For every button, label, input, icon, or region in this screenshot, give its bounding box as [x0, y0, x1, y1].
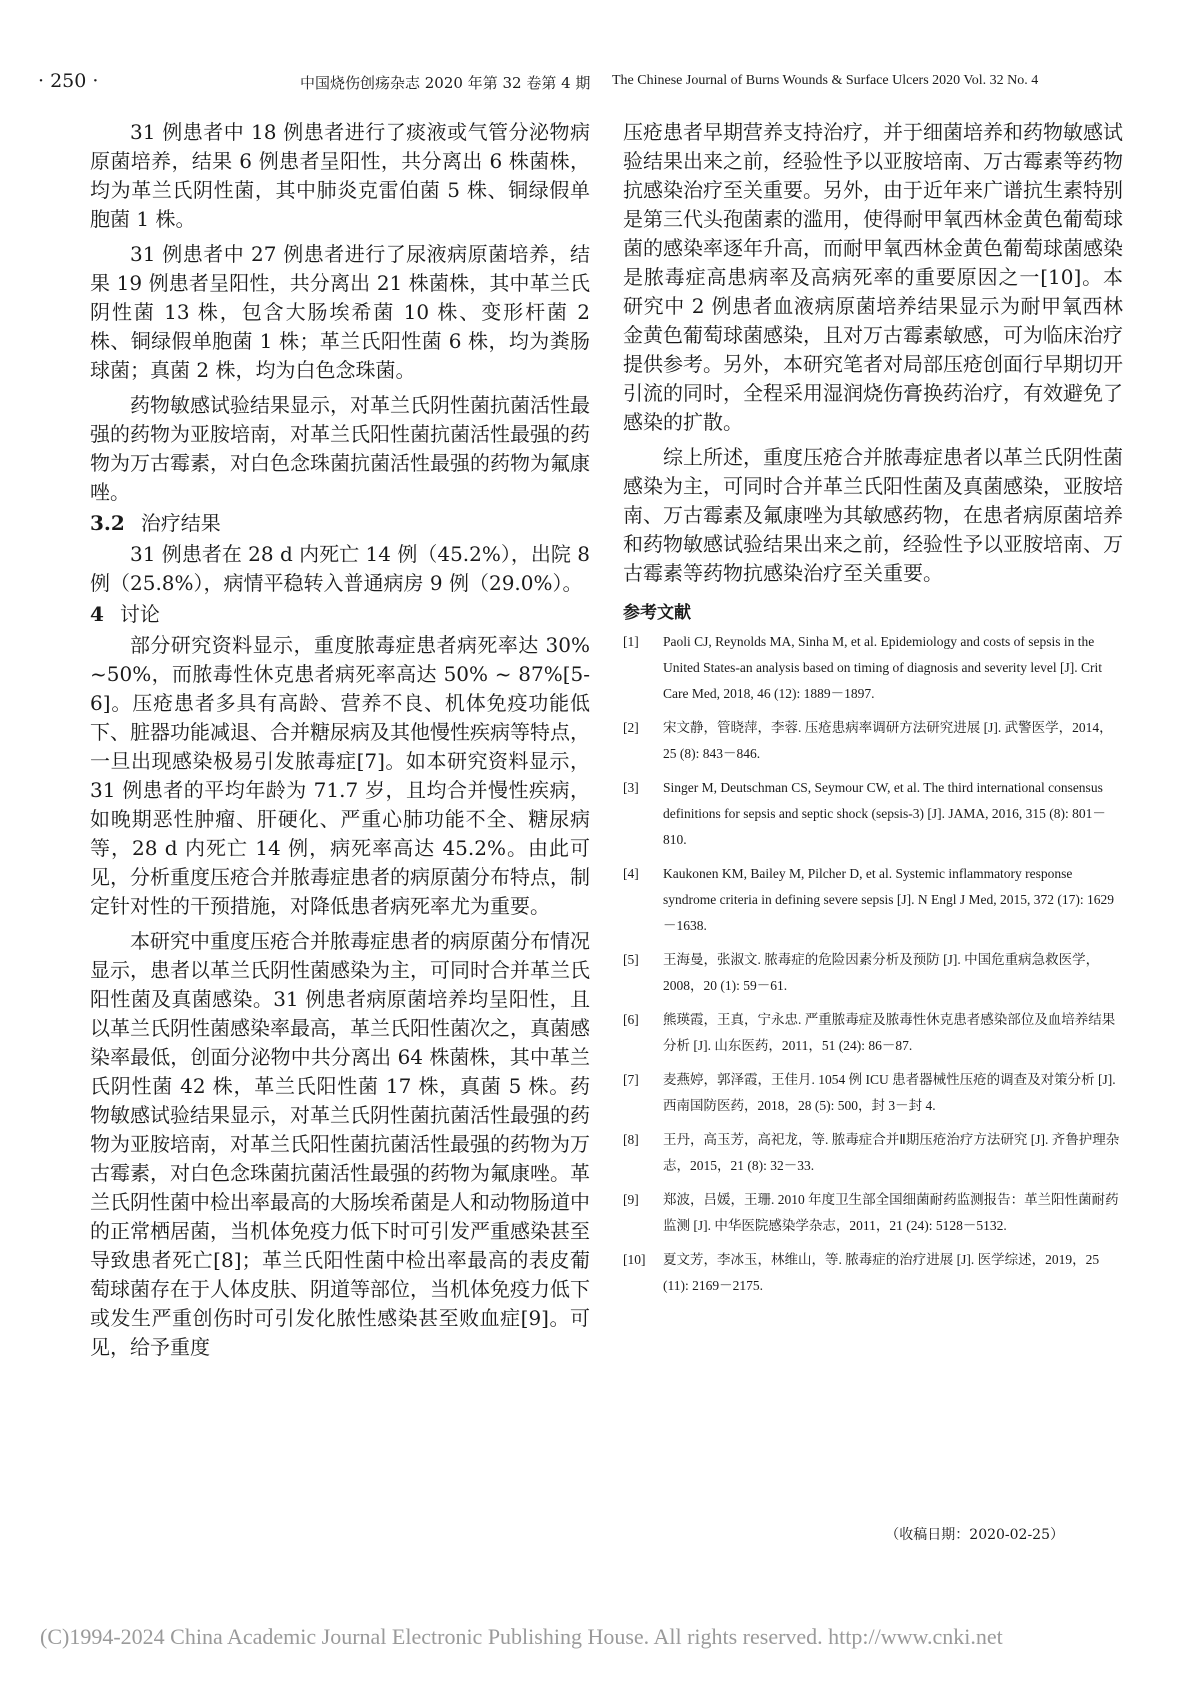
reference-text: 宋文静，管晓萍，李蓉. 压疮患病率调研方法研究进展 [J]. 武警医学，2014，25 (8): 843－846.	[663, 720, 1113, 761]
page-header	[0, 70, 1199, 96]
left-column	[90, 118, 590, 1362]
section-heading-4	[90, 600, 590, 629]
section-number: 4	[90, 602, 104, 626]
reference-number: [10]	[623, 1252, 646, 1267]
reference-item	[623, 861, 1123, 939]
copyright-footer: (C)1994-2024 China Academic Journal Electronic Publishing House. All rights reserved. http://www.cnki.net	[40, 1624, 1003, 1649]
reference-number: [2]	[623, 720, 639, 735]
reference-item	[623, 947, 1123, 999]
right-column	[623, 118, 1123, 1307]
reference-text: Kaukonen KM, Bailey M, Pilcher D, et al. Systemic inflammatory response syndrome criteria in defining severe sepsis [J]. N Engl J Med, 2015, 372 (17): 1629－1638.	[663, 866, 1115, 933]
paragraph: 部分研究资料显示，重度脓毒症患者病死率达 30% ~50%，而脓毒性休克患者病死率高达 50% ~ 87%[5-6]。压疮患者多具有高龄、营养不良、机体免疫功能低下、脏器功能减退、合并糖尿病及其他慢性疾病等特点，一旦出现感染极易引发脓毒症[7]。如本研究资料显示，31 例患者的平均年龄为 71.7 岁，且均合并慢性疾病，如晚期恶性肿瘤、肝硬化、严重心肺功能不全、糖尿病等，28 d 内死亡 14 例，病死率高达 45.2%。由此可见，分析重度压疮合并脓毒症患者的病原菌分布特点，制定针对性的干预措施，对降低患者病死率尤为重要。	[90, 633, 590, 918]
reference-number: [9]	[623, 1192, 639, 1207]
section-title: 讨论	[119, 602, 160, 626]
reference-text: 夏文芳，李冰玉，林维山，等. 脓毒症的治疗进展 [J]. 医学综述，2019，25 (11): 2169－2175.	[663, 1252, 1100, 1293]
reference-item	[623, 1067, 1123, 1119]
section-number: 3.2	[90, 511, 125, 535]
reference-number: [5]	[623, 952, 639, 967]
reference-number: [1]	[623, 634, 639, 649]
paragraph: 31 例患者中 27 例患者进行了尿液病原菌培养，结果 19 例患者呈阳性，共分离出 21 株菌株，其中革兰氏阴性菌 13 株，包含大肠埃希菌 10 株、变形杆菌 2 株、铜绿假单胞菌 1 株；革兰氏阳性菌 6 株，均为粪肠球菌；真菌 2 株，均为白色念珠菌。	[90, 242, 590, 382]
reference-item	[623, 715, 1123, 767]
journal-title-en: The Chinese Journal of Burns Wounds & Surface Ulcers 2020 Vol. 32 No. 4	[612, 73, 1039, 88]
paragraph: 压疮患者早期营养支持治疗，并于细菌培养和药物敏感试验结果出来之前，经验性予以亚胺培南、万古霉素等药物抗感染治疗至关重要。另外，由于近年来广谱抗生素特别是第三代头孢菌素的滥用，使得耐甲氧西林金黄色葡萄球菌的感染率逐年升高，而耐甲氧西林金黄色葡萄球菌感染是脓毒症高患病率及高病死率的重要原因之一[10]。本研究中 2 例患者血液病原菌培养结果显示为耐甲氧西林金黄色葡萄球菌感染，且对万古霉素敏感，可为临床治疗提供参考。另外，本研究笔者对局部压疮创面行早期切开引流的同时，全程采用湿润烧伤膏换药治疗，有效避免了感染的扩散。	[623, 120, 1123, 434]
reference-number: [7]	[623, 1072, 639, 1087]
reference-item	[623, 775, 1123, 853]
reference-text: 郑波，吕媛，王珊. 2010 年度卫生部全国细菌耐药监测报告：革兰阳性菌耐药监测 [J]. 中华医院感染学杂志，2011，21 (24): 5128－5132.	[663, 1192, 1119, 1233]
section-heading-3-2	[90, 509, 590, 538]
paragraph: 31 例患者在 28 d 内死亡 14 例（45.2%），出院 8 例（25.8%），病情平稳转入普通病房 9 例（29.0%）。	[90, 542, 590, 595]
paragraph: 本研究中重度压疮合并脓毒症患者的病原菌分布情况显示，患者以革兰氏阴性菌感染为主，可同时合并革兰氏阳性菌及真菌感染。31 例患者病原菌培养均呈阳性，且以革兰氏阴性菌感染率最高，革兰氏阳性菌次之，真菌感染率最低，创面分泌物中共分离出 64 株菌株，其中革兰氏阴性菌 42 株，革兰氏阳性菌 17 株，真菌 5 株。药物敏感试验结果显示，对革兰氏阴性菌抗菌活性最强的药物为亚胺培南，对革兰氏阳性菌抗菌活性最强的药物为万古霉素，对白色念珠菌抗菌活性最强的药物为氟康唑。革兰氏阴性菌中检出率最高的大肠埃希菌是人和动物肠道中的正常栖居菌，当机体免疫力低下时可引发严重感染甚至导致患者死亡[8]；革兰氏阳性菌中检出率最高的表皮葡萄球菌存在于人体皮肤、阴道等部位，当机体免疫力低下或发生严重创伤时可引发化脓性感染甚至败血症[9]。可见，给予重度	[90, 929, 590, 1359]
references-heading: 参考文献	[623, 603, 691, 623]
paragraph: 综上所述，重度压疮合并脓毒症患者以革兰氏阴性菌感染为主，可同时合并革兰氏阳性菌及真菌感染，亚胺培南、万古霉素及氟康唑为其敏感药物，在患者病原菌培养和药物敏感试验结果出来之前，经验性予以亚胺培南、万古霉素等药物抗感染治疗至关重要。	[623, 445, 1123, 585]
reference-number: [4]	[623, 866, 639, 881]
reference-text: 王丹，高玉芳，高祀龙，等. 脓毒症合并Ⅱ期压疮治疗方法研究 [J]. 齐鲁护理杂志，2015，21 (8): 32－33.	[663, 1132, 1120, 1173]
paragraph: 药物敏感试验结果显示，对革兰氏阴性菌抗菌活性最强的药物为亚胺培南，对革兰氏阳性菌抗菌活性最强的药物为万古霉素，对白色念珠菌抗菌活性最强的药物为氟康唑。	[90, 393, 590, 504]
reference-number: [6]	[623, 1012, 639, 1027]
section-title: 治疗结果	[140, 511, 221, 535]
reference-text: 熊瑛霞，王真，宁永忠. 严重脓毒症及脓毒性休克患者感染部位及血培养结果分析 [J]. 山东医药，2011，51 (24): 86－87.	[663, 1012, 1116, 1053]
reference-number: [3]	[623, 780, 639, 795]
reference-list	[623, 629, 1123, 1299]
journal-title-cn: 中国烧伤创疡杂志 2020 年第 32 卷第 4 期	[300, 74, 591, 92]
reference-number: [8]	[623, 1132, 639, 1147]
reference-item	[623, 1127, 1123, 1179]
reference-item	[623, 1187, 1123, 1239]
reference-item	[623, 629, 1123, 707]
reference-text: 麦燕婷，郭泽霞，王佳月. 1054 例 ICU 患者器械性压疮的调查及对策分析 [J]. 西南国防医药，2018，28 (5): 500，封 3－封 4.	[663, 1072, 1116, 1113]
received-date: （收稿日期：2020-02-25）	[885, 1527, 1064, 1543]
reference-item	[623, 1007, 1123, 1059]
reference-text: 王海曼，张淑文. 脓毒症的危险因素分析及预防 [J]. 中国危重病急救医学，2008，20 (1): 59－61.	[663, 952, 1100, 993]
reference-text: Singer M, Deutschman CS, Seymour CW, et al. The third international consensus definitions for sepsis and septic shock (sepsis-3) [J]. JAMA, 2016, 315 (8): 801－810.	[663, 780, 1106, 847]
reference-text: Paoli CJ, Reynolds MA, Sinha M, et al. Epidemiology and costs of sepsis in the United States-an analysis based on timing of diagnosis and severity level [J]. Crit Care Med, 2018, 46 (12): 1889－1897.	[663, 634, 1103, 701]
page-number: · 250 ·	[38, 70, 99, 92]
reference-item	[623, 1247, 1123, 1299]
paragraph: 31 例患者中 18 例患者进行了痰液或气管分泌物病原菌培养，结果 6 例患者呈阳性，共分离出 6 株菌株，均为革兰氏阴性菌，其中肺炎克雷伯菌 5 株、铜绿假单胞菌 1 株。	[90, 120, 590, 231]
